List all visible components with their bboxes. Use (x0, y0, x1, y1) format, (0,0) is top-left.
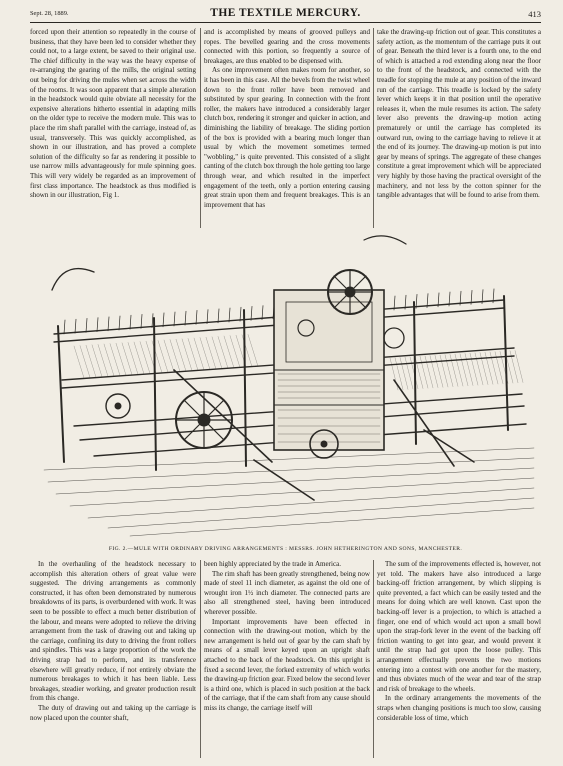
top-column-3 (377, 28, 541, 234)
hatch-line (415, 357, 423, 389)
spindle (108, 317, 109, 331)
hatch-line (400, 357, 408, 389)
bottom-column-2 (204, 560, 370, 760)
article-paragraph: As one improvement often makes room for another, so it has been in this case. All the bevels from the twist wheel down to the front roller have been removed and substituted by spur gearing. In connection with the front roller, the makers have introduced a considerably larger clutch box, rendering it stronger and quicker in action, and diminishing the liability of breakage. The sliding portion of the box is provided with a bearing much longer than usual by which the movement sometimes termed "wobbling," is quite prevented. This consisted of a slight canting of the clutch box through the hole getting too large through wear, and which resulted in the imperfect engagement of the teeth, only a portion entering causing great strain upon them and frequent breakages. This is an improvement that has (204, 66, 370, 209)
hatch-line (182, 339, 192, 371)
hatch-line (86, 345, 96, 377)
hatch-line (170, 340, 180, 372)
hatch-line (450, 354, 458, 386)
page-header (30, 7, 541, 23)
page-number: 413 (528, 9, 541, 19)
article-paragraph: and is accomplished by means of grooved pulleys and ropes. The bevelled gearing and the cross movements connected with this portion, so frequently a source of breakages, are thus enabled to be dispensed with. (204, 28, 370, 65)
spindle (75, 319, 76, 333)
article-paragraph: The duty of drawing out and taking up the carriage is now placed upon the counter shaft, (30, 703, 196, 722)
spindle (152, 314, 153, 328)
hatch-line (248, 334, 258, 366)
hatch-line (158, 340, 168, 372)
mule-engraving-figure (34, 230, 539, 538)
article-paragraph: In the ordinary arrangements the movements of the straps when changing positions is much too slow, causing considerable loss of time, which (377, 694, 541, 722)
hatch-line (200, 338, 210, 370)
hatch-line (224, 336, 234, 368)
spindle (207, 310, 208, 324)
hatch-line (430, 356, 438, 388)
mule-illustration (44, 236, 534, 536)
floor-planks (44, 448, 534, 536)
article-paragraph: In the overhauling of the headstock necessary to accomplish this alteration others of great value were suggested. The driving arrangements as commonly constructed, it has often been demonstrated by numerous breakdowns of its parts, is overburdened with work. It was seen to be possible to effect a much better distribution of the labour, and means were adopted to relieve the driving arrangement from the task of drawing out and taking up the carriage, confining its duty to driving the front rollers and spindles. This was a large proportion of the work the driving strap had to perform, and its transference elsewhere will greatly reduce, if not entirely obviate the numerous breakages to which it has been liable. Less breakages, steadier working, and greater production result from this change. (30, 560, 196, 703)
spindle (97, 318, 98, 332)
hatch-line (188, 338, 198, 370)
bottom-column-1 (30, 560, 196, 760)
hatch-line (218, 336, 228, 368)
spindle (130, 315, 131, 329)
spindle (86, 318, 87, 332)
issue-date: Sept. 28, 1889. (30, 10, 69, 17)
spindle (262, 306, 263, 320)
spindle (185, 311, 186, 325)
hatch-line (395, 358, 403, 390)
hatch-line (425, 356, 433, 388)
figure-caption: FIG. 2.—MULE WITH ORDINARY DRIVING ARRANGEMENTS : MESSRS. JOHN HETHERINGTON AND SONS, MANCHESTER. (108, 546, 463, 552)
hatch-line (134, 342, 144, 374)
hatch-line (128, 342, 138, 374)
headstock (274, 290, 384, 450)
hatch-line (515, 351, 523, 383)
top-column-1 (30, 28, 196, 234)
hatch-line (164, 340, 174, 372)
hatch-line (140, 342, 150, 374)
hatch-line (110, 344, 120, 376)
hatch-line (445, 355, 453, 387)
column-rule (200, 28, 201, 228)
spindle (229, 308, 230, 322)
hatch-line (176, 339, 186, 371)
hatch-line (122, 343, 132, 375)
spindle (196, 310, 197, 324)
hatch-line (104, 344, 114, 376)
spindle (174, 312, 175, 326)
spindle (218, 309, 219, 323)
hatch-line (74, 346, 84, 378)
article-paragraph: Important improvements have been effected in connection with the drawing-out motion, which by the new arrangement is held out of gear by the cam shaft by means of a small lever keyed upon an upright shaft attached to the back of the headstock. On this upright is fixed a second lever, the forked extremity of which works the drawing-up friction gear. Fixed below the second lever is a third one, which is placed in such position at the back of the carriage, that if the cam shaft from any cause should miss its change, the carriage itself will (204, 617, 370, 712)
article-paragraph: take the drawing-up friction out of gear. This constitutes a safety action, as the momentum of the carriage puts it out of gear. Beneath the third lever is a fourth one, to the end of which is attached a rod extending along near the floor to the front of the headstock, and connected with the treadle for stopping the mule at any position of the inward run of the carriage. This treadle is locked by the safety lever which keeps it in that position until the operative releases it, when the mule resumes its action. The safety lever also prevents the drawing-up motion acting prematurely or until the carriage has completed its outward run, owing to the carriage having to relieve it at the end of its journey. The drawing-up motion is put into gear by means of springs. The aggregate of these changes constitute a great improvement which will be appreciated very highly by those having the practical oversight of the machinery, and not less by the cotton spinner for the tangible advantages that will be found to arise from them. (377, 28, 541, 200)
publication-title: THE TEXTILE MERCURY. (210, 7, 361, 19)
hatch-line (455, 354, 463, 386)
hatch-line (460, 354, 468, 386)
column-rule (373, 560, 374, 758)
hatch-line (212, 337, 222, 369)
hatch-line (440, 355, 448, 387)
hatch-line (405, 357, 413, 389)
article-paragraph: The rim shaft has been greatly strengthened, being now made of steel 11 inch diameter, as against the old one of wrought iron 1½ inch diameter. The connected parts are also all strengthened steel, having been introduced wherever possible. (204, 569, 370, 616)
hatch-line (116, 343, 126, 375)
hatch-line (435, 355, 443, 387)
hatch-line (206, 337, 216, 369)
bottom-column-3 (377, 560, 541, 760)
top-column-2 (204, 28, 370, 234)
hatch-line (194, 338, 204, 370)
spindle (119, 316, 120, 330)
article-paragraph: forced upon their attention so repeatedly in the course of business, that they have been led to consider whether they could not, to a large extent, be saved to their original use. The chief difficulty in the way was the heavy expense of re-arranging the gearing of the mills, the original setting out being for driving the mules when set across the width of the rooms. It was soon apparent that a simple alteration in the headstock would quite obviate all necessity for the expensive alterations hitherto essential in adapting mills on the older type to receive the modern mule. This was to place the rim shaft parallel with the carriage, instead of, as usual, transversely. This was quickly accomplished, as shown in our illustration, and has proved a complete solution of the difficulty so far as rendering it possible to use narrow mills advantageously for mule spinning goes. This will very widely be regarded as an improvement of first class importance. The headstock as thus modified is shown in our illustration, Fig 1. (30, 28, 196, 200)
column-rule (373, 28, 374, 228)
spindle (251, 306, 252, 320)
hatch-line (92, 345, 102, 377)
article-paragraph: been highly appreciated by the trade in America. (204, 560, 341, 568)
spindle (141, 314, 142, 328)
hatch-line (420, 356, 428, 388)
spindle (163, 313, 164, 327)
spindle (240, 307, 241, 321)
column-rule (200, 560, 201, 758)
spindle (64, 320, 65, 334)
article-paragraph: The sum of the improvements effected is, however, not yet told. The makers have also introduced a large backing-off friction arrangement, by which slipping is quite prevented, a fact which can be easily tested and the means for doing which are well known. Cast upon the backing-off lever is a projection, to which is attached a finger, one end of which would act upon a small bowl upon the strap-fork lever in the event of the backing off friction wanting to get into gear, and would prevent it until the strap had got upon the loose pulley. This arrangement effectually prevents the two motions entering into a contest with one another for the mastery, and thus obviates much of the wear and tear of the strap and risk of breakage to the wheels. (377, 560, 541, 693)
hatch-line (242, 335, 252, 367)
hatch-line (152, 341, 162, 373)
hatch-line (390, 358, 398, 390)
hatch-line (80, 346, 90, 378)
hatch-line (230, 336, 240, 368)
hatch-line (98, 344, 108, 376)
